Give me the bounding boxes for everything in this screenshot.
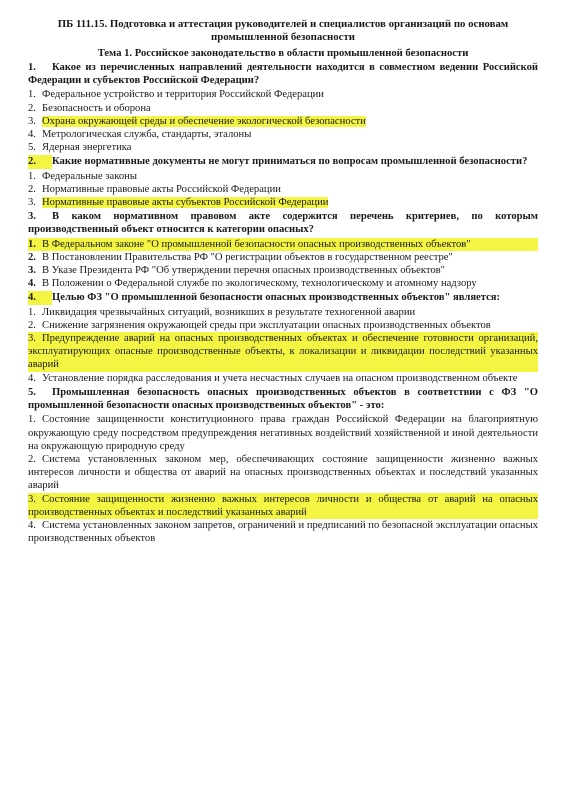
question-body: Целью ФЗ "О промышленной безопасности опасных производственных объектов" является: xyxy=(52,292,501,304)
answer-option xyxy=(28,277,538,290)
option-text: Безопасность и оборона xyxy=(42,102,151,114)
question-number: 5. xyxy=(28,386,36,398)
question-text xyxy=(28,155,538,168)
question-number: 2. xyxy=(28,155,52,168)
question-3 xyxy=(28,210,538,290)
option-number: 2. xyxy=(28,453,36,465)
option-number: 2. xyxy=(28,319,36,331)
option-number: 1. xyxy=(28,89,36,101)
question-1 xyxy=(28,61,538,154)
option-text: В Положении о Федеральной службе по экологическому, технологическому и атомному надзору xyxy=(42,278,477,290)
question-number: 3. xyxy=(28,211,36,223)
question-2 xyxy=(28,155,538,209)
option-number: 4. xyxy=(28,278,36,290)
option-number: 2. xyxy=(28,183,36,195)
question-text xyxy=(28,291,538,304)
option-text: Ликвидация чрезвычайных ситуаций, возникших в результате техногенной аварии xyxy=(42,306,416,318)
question-5 xyxy=(28,386,538,545)
answer-option-correct xyxy=(28,196,538,209)
answer-option-correct xyxy=(28,493,538,519)
option-text-highlighted: Нормативные правовые акты субъектов Российской Федерации xyxy=(42,197,329,209)
answer-option xyxy=(28,88,538,101)
option-number: 1. xyxy=(28,170,36,182)
option-number: 2. xyxy=(28,102,36,114)
option-text: Система установленных законом мер, обеспечивающих состояние защищенности жизненно важных интересов личности и общества от аварий на опасных производственных объектах и последствий указанных аварий xyxy=(28,453,538,492)
option-text-highlighted: Предупреждение аварий на опасных производственных объектах и обеспечение готовности организаций, эксплуатирующих опасные производственные объекты, к локализации и ликвидации последствий указанных аварий xyxy=(28,333,538,371)
option-text: Система установленных законом запретов, ограничений и предписаний по безопасной эксплуатации опасных производственных объектов xyxy=(28,519,538,545)
question-4 xyxy=(28,291,538,384)
question-body: Какое из перечисленных направлений деятельности находится в совместном ведении Российской Федерации и субъектов Российской Федерации? xyxy=(28,62,538,87)
option-text-highlighted: Охрана окружающей среды и обеспечение экологической безопасности xyxy=(42,115,366,127)
option-text: Федеральное устройство и территория Российской Федерации xyxy=(42,89,324,101)
answer-option xyxy=(28,413,538,453)
option-number: 3. xyxy=(28,197,36,209)
option-text: В Указе Президента РФ "Об утверждении перечня опасных производственных объектов" xyxy=(42,265,445,277)
question-number: 1. xyxy=(28,62,36,74)
option-text: Метрологическая служба, стандарты, эталоны xyxy=(42,129,252,141)
question-text xyxy=(28,210,538,236)
option-number: 1. xyxy=(28,238,36,250)
question-body: В каком нормативном правовом акте содержится перечень критериев, по которым производственный объект относится к категории опасных? xyxy=(28,211,538,236)
option-number: 1. xyxy=(28,306,36,318)
option-text: Установление порядка расследования и учета несчастных случаев на опасном производственном объекте xyxy=(42,372,518,384)
answer-option xyxy=(28,128,538,141)
answer-option xyxy=(28,141,538,154)
topic-heading: Тема 1. Российское законодательство в области промышленной безопасности xyxy=(97,47,469,59)
option-number: 3. xyxy=(28,115,36,127)
answer-option xyxy=(28,372,538,385)
option-number: 3. xyxy=(28,333,36,345)
option-number: 3. xyxy=(28,265,36,277)
option-text: Снижение загрязнения окружающей среды при эксплуатации опасных производственных объектов xyxy=(42,319,491,331)
answer-option xyxy=(28,170,538,183)
question-body: Промышленная безопасность опасных производственных объектов в соответствии с ФЗ "О промышленной безопасности опасных производственных объектов" - это: xyxy=(28,386,538,412)
question-number: 4. xyxy=(28,291,52,304)
option-text-highlighted: В Федеральном законе "О промышленной безопасности опасных производственных объектов" xyxy=(42,238,471,250)
question-body: Какие нормативные документы не могут приниматься по вопросам промышленной безопасности? xyxy=(52,156,528,168)
answer-option xyxy=(28,264,538,277)
question-text xyxy=(28,61,538,87)
option-number: 3. xyxy=(28,493,36,505)
answer-option xyxy=(28,519,538,545)
option-number: 4. xyxy=(28,372,36,384)
option-text: Состояние защищенности конституционного права граждан Российской Федерации на благоприятную окружающую среду посредством предупреждения негативных воздействий хозяйственной и иной деятельности на окружающую природную среду xyxy=(28,414,538,452)
answer-option xyxy=(28,102,538,115)
document-title: ПБ 111.15. Подготовка и аттестация руководителей и специалистов организаций по основам промышленной безопасности xyxy=(57,18,509,44)
option-text-highlighted: Состояние защищенности жизненно важных интересов личности и общества от аварий на опасных производственных объектах и последствий указанных аварий xyxy=(28,493,538,518)
option-number: 4. xyxy=(28,519,36,531)
option-number: 2. xyxy=(28,251,36,263)
option-number: 5. xyxy=(28,142,36,154)
answer-option-correct xyxy=(28,115,538,128)
answer-option xyxy=(28,319,538,332)
option-text: В Постановлении Правительства РФ "О регистрации объектов в государственном реестре" xyxy=(42,251,453,263)
option-text: Нормативные правовые акты Российской Федерации xyxy=(42,183,281,195)
answer-option xyxy=(28,453,538,493)
option-number: 4. xyxy=(28,129,36,141)
answer-option xyxy=(28,306,538,319)
answer-option-correct xyxy=(28,238,538,251)
answer-option xyxy=(28,251,538,264)
option-text: Ядерная энергетика xyxy=(42,142,132,154)
option-text: Федеральные законы xyxy=(42,170,137,182)
answer-option-correct xyxy=(28,332,538,372)
question-text xyxy=(28,386,538,412)
option-number: 1. xyxy=(28,414,36,426)
answer-option xyxy=(28,183,538,196)
